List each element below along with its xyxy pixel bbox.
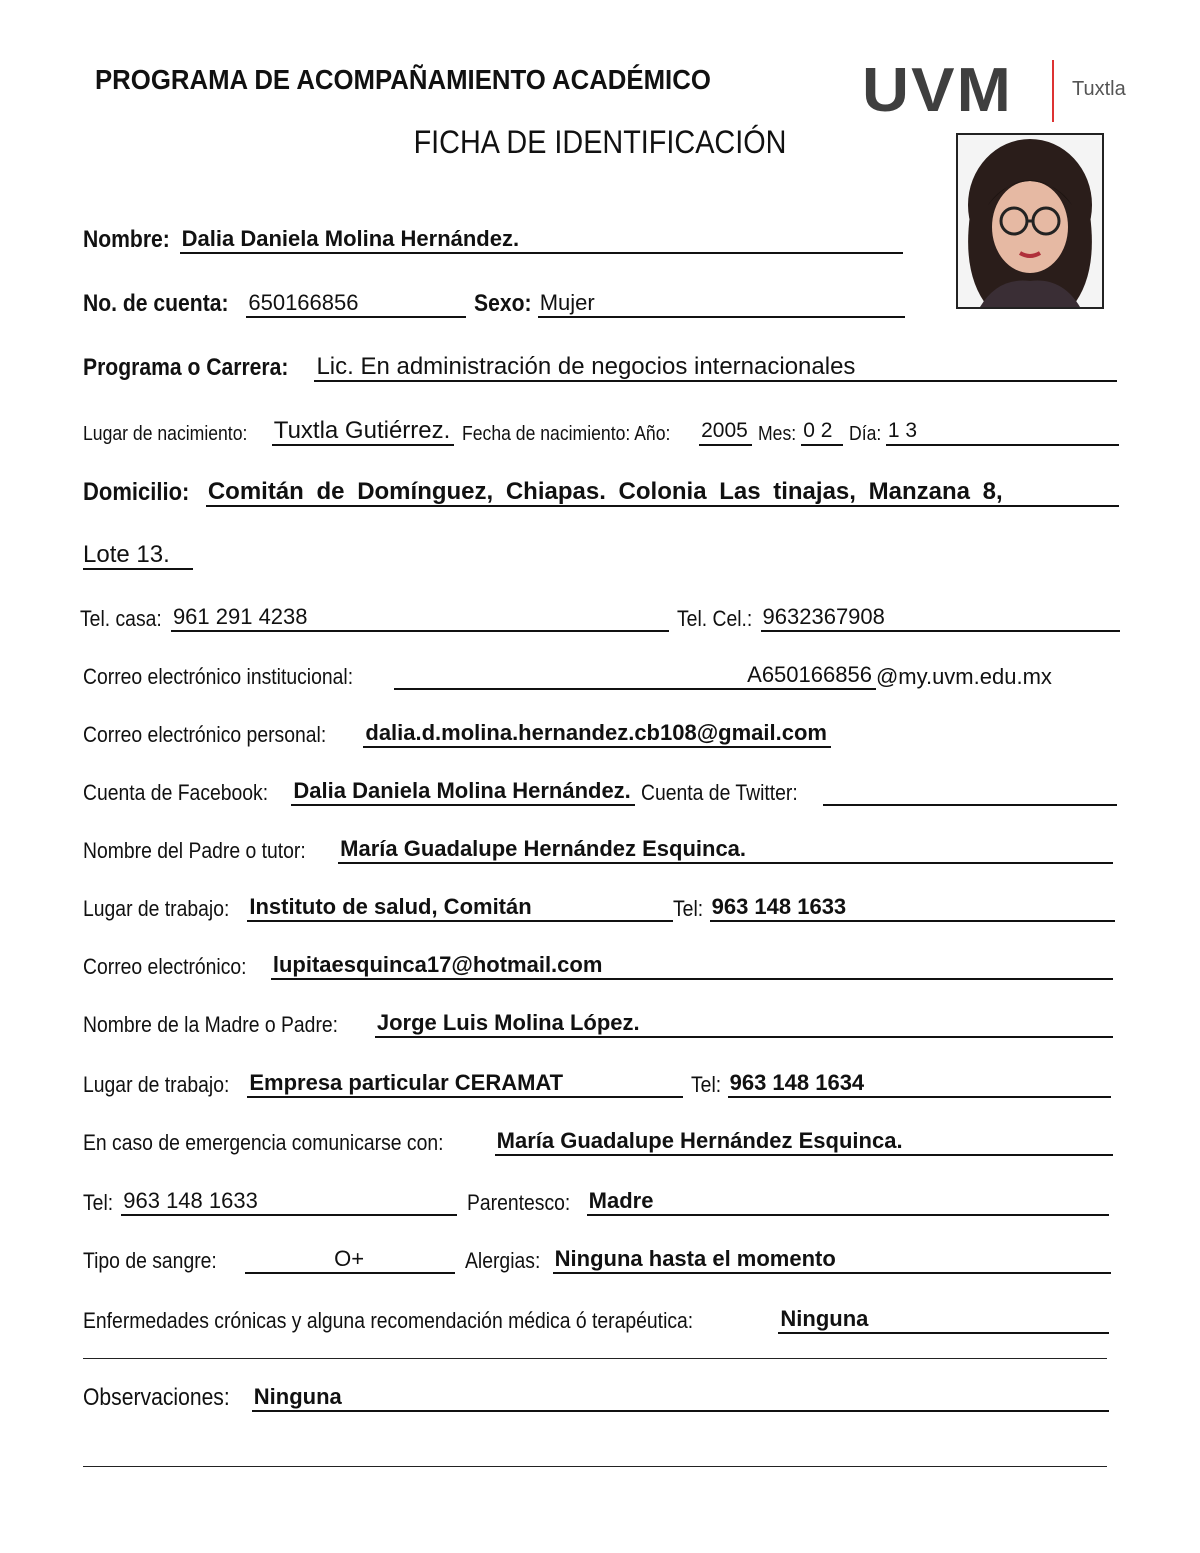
dia-label: Día: (849, 423, 882, 445)
correo-inst-domain: @my.uvm.edu.mx (875, 664, 1052, 689)
trabajo2-value[interactable]: Empresa particular CERAMAT (247, 1070, 683, 1098)
row-enfermedades (83, 1306, 1109, 1334)
tel-cel-value[interactable]: 9632367908 (761, 604, 1120, 632)
row-telefonos (80, 604, 1120, 632)
twitter-label: Cuenta de Twitter: (640, 780, 798, 805)
correo-personal-label: Correo electrónico personal: (83, 722, 327, 747)
padre-label: Nombre del Padre o tutor: (83, 838, 306, 863)
cuenta-value[interactable]: 650166856 (246, 290, 466, 318)
fecha-nac-label: Fecha de nacimiento: Año: (462, 423, 671, 445)
row-trabajo-2 (83, 1070, 1111, 1098)
mes-label: Mes: (757, 423, 796, 445)
alergias-label: Alergias: (465, 1248, 541, 1273)
row-sangre-alergias (83, 1246, 1111, 1274)
tel3-label: Tel: (83, 1190, 114, 1215)
tel3-value[interactable]: 963 148 1633 (121, 1188, 457, 1216)
trabajo1-value[interactable]: Instituto de salud, Comitán (247, 894, 673, 922)
tel2-label: Tel: (691, 1072, 722, 1097)
row-nombre (83, 226, 903, 254)
row-tel-parentesco (83, 1188, 1109, 1216)
sangre-value[interactable]: O+ (245, 1246, 455, 1274)
tel2-value[interactable]: 963 148 1634 (728, 1070, 1111, 1098)
correo1-value[interactable]: lupitaesquinca17@hotmail.com (271, 952, 1113, 980)
nombre-value[interactable]: Dalia Daniela Molina Hernández. (180, 226, 903, 254)
enfermedades-extra-line (83, 1358, 1107, 1359)
sexo-value[interactable]: Mujer (538, 290, 905, 318)
correo-inst-label: Correo electrónico institucional: (83, 664, 354, 689)
madre-value[interactable]: Jorge Luis Molina López. (375, 1010, 1113, 1038)
row-correo-padre (83, 952, 1113, 980)
mes-value[interactable]: 0 2 (801, 418, 843, 446)
portrait-image (958, 135, 1102, 307)
tel1-value[interactable]: 963 148 1633 (710, 894, 1115, 922)
enfermedades-label: Enfermedades crónicas y alguna recomendación médica ó terapéutica: (83, 1308, 694, 1333)
tel-cel-label: Tel. Cel.: (676, 606, 753, 631)
correo-personal-value[interactable]: dalia.d.molina.hernandez.cb108@gmail.com (363, 720, 831, 748)
program-title: PROGRAMA DE ACOMPAÑAMIENTO ACADÉMICO (95, 64, 711, 95)
lugar-nac-value[interactable]: Tuxtla Gutiérrez. (272, 418, 455, 446)
nombre-label: Nombre: (83, 226, 170, 253)
alergias-value[interactable]: Ninguna hasta el momento (553, 1246, 1111, 1274)
padre-value[interactable]: María Guadalupe Hernández Esquinca. (338, 836, 1113, 864)
sexo-label: Sexo: (474, 290, 532, 317)
emergencia-label: En caso de emergencia comunicarse con: (83, 1130, 444, 1155)
row-redes (83, 778, 1117, 806)
row-cuenta-sexo (83, 290, 905, 318)
domicilio-value-line1[interactable]: Comitán de Domínguez, Chiapas. Colonia Las tinajas, Manzana 8, (206, 479, 1119, 507)
row-correo-institucional (83, 662, 1083, 690)
enfermedades-value[interactable]: Ninguna (778, 1306, 1109, 1334)
logo-main-text: UVM (862, 56, 1013, 125)
observaciones-label: Observaciones: (83, 1384, 230, 1411)
correo-inst-user[interactable]: A650166856 (394, 662, 876, 690)
facebook-value[interactable]: Dalia Daniela Molina Hernández. (291, 778, 634, 806)
observaciones-value[interactable]: Ninguna (252, 1384, 1109, 1412)
row-programa (83, 354, 1117, 382)
trabajo1-label: Lugar de trabajo: (83, 896, 230, 921)
form-title: FICHA DE IDENTIFICACIÓN (413, 124, 787, 160)
sangre-label: Tipo de sangre: (83, 1248, 217, 1273)
logo-divider (1052, 60, 1054, 122)
uvm-logo (862, 56, 1142, 126)
programa-label: Programa o Carrera: (83, 354, 289, 381)
tel-casa-value[interactable]: 961 291 4238 (171, 604, 669, 632)
row-observaciones (83, 1384, 1109, 1412)
correo1-label: Correo electrónico: (83, 954, 247, 979)
logo-campus-text: Tuxtla (1072, 78, 1126, 100)
parentesco-value[interactable]: Madre (587, 1188, 1109, 1216)
cuenta-label: No. de cuenta: (83, 290, 229, 317)
domicilio-label: Domicilio: (83, 478, 190, 506)
parentesco-label: Parentesco: (467, 1190, 571, 1215)
anio-value[interactable]: 2005 (699, 418, 752, 446)
facebook-label: Cuenta de Facebook: (83, 780, 269, 805)
tel1-label: Tel: (673, 896, 704, 921)
tel-casa-label: Tel. casa: (80, 606, 162, 631)
row-emergencia (83, 1128, 1113, 1156)
row-padre (83, 836, 1113, 864)
domicilio-value-line2[interactable]: Lote 13. (83, 542, 193, 570)
observaciones-extra-line (83, 1466, 1107, 1467)
row-nacimiento (83, 418, 1119, 446)
student-photo (956, 133, 1104, 309)
row-domicilio (83, 478, 1119, 507)
row-madre (83, 1010, 1113, 1038)
twitter-value[interactable] (823, 778, 1117, 806)
row-correo-personal (83, 720, 1083, 748)
emergencia-value[interactable]: María Guadalupe Hernández Esquinca. (495, 1128, 1113, 1156)
lugar-nac-label: Lugar de nacimiento: (83, 423, 248, 445)
madre-label: Nombre de la Madre o Padre: (83, 1012, 339, 1037)
row-trabajo-1 (83, 894, 1115, 922)
row-domicilio-2 (83, 542, 193, 570)
trabajo2-label: Lugar de trabajo: (83, 1072, 230, 1097)
dia-value[interactable]: 1 3 (886, 418, 1119, 446)
programa-value[interactable]: Lic. En administración de negocios internacionales (314, 354, 1117, 382)
